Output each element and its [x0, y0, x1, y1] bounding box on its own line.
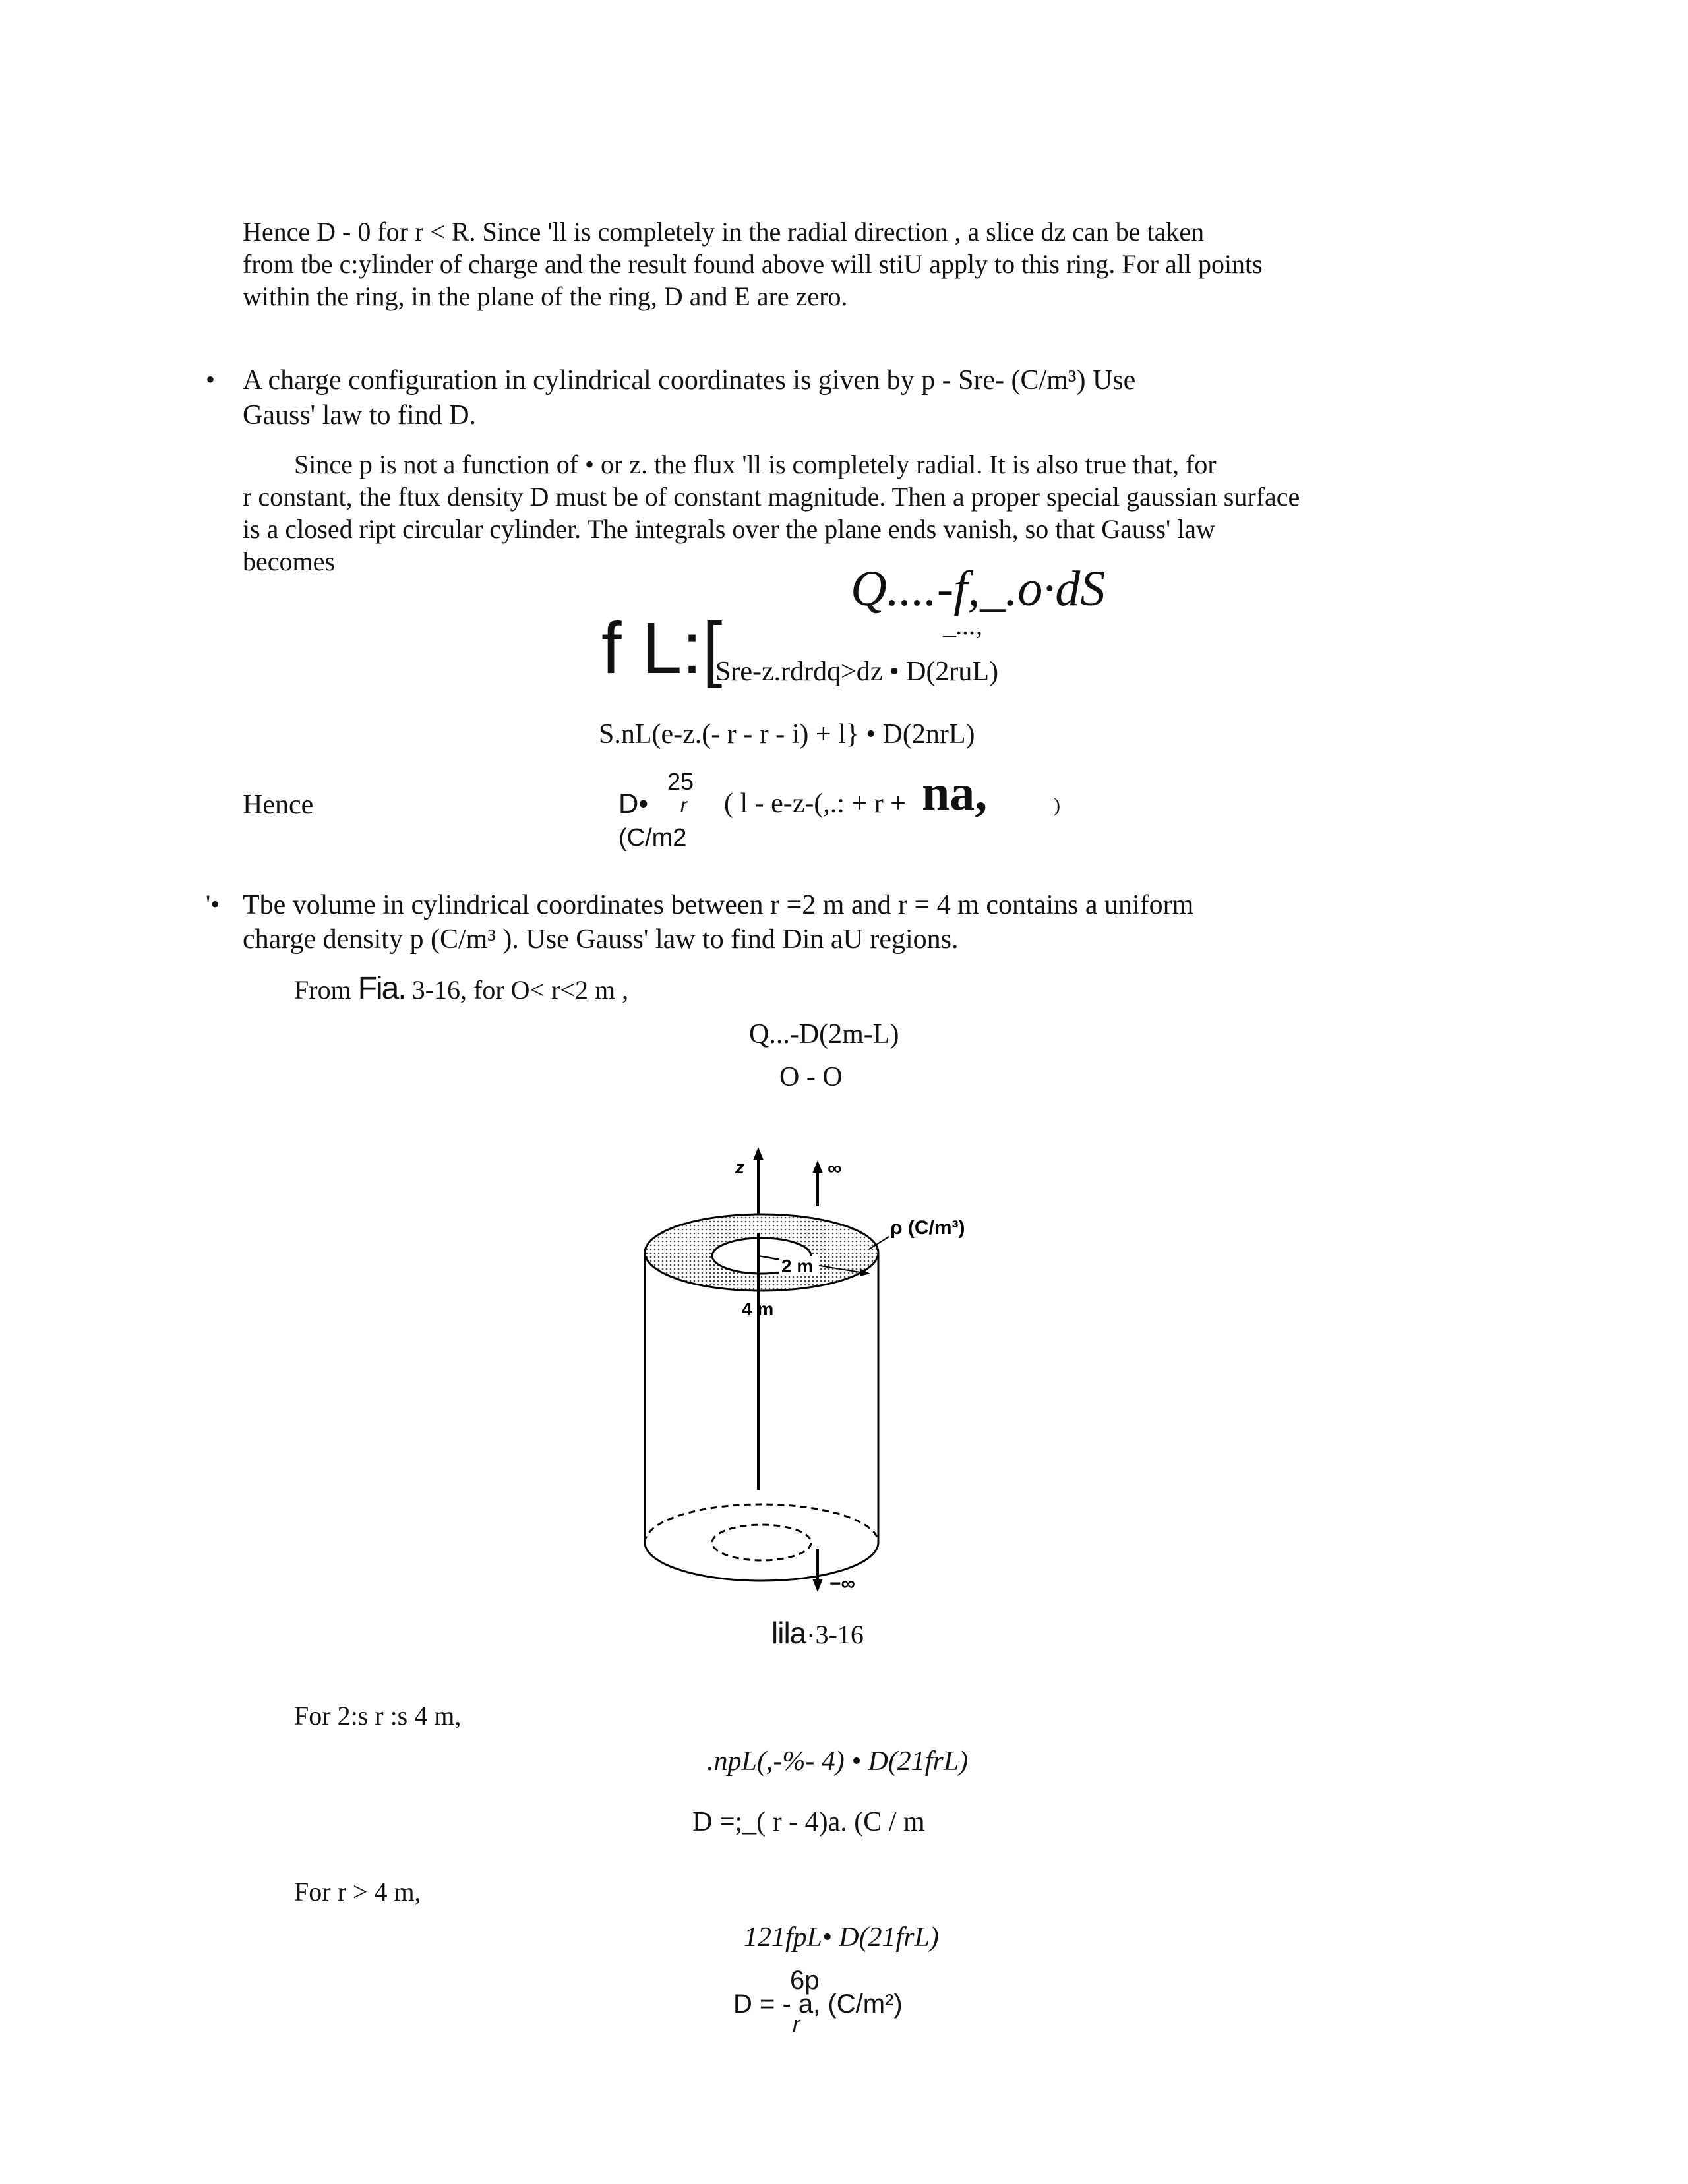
problem2-case3-eq2: D = - a, (C/m²)	[733, 1990, 903, 2019]
problem1-solution-line4: becomes	[243, 546, 335, 576]
problem1-eq4-unit: (C/m2	[618, 824, 687, 852]
z-axis-label: z	[735, 1157, 744, 1177]
rho-label: ρ (C/m³)	[890, 1217, 965, 1239]
problem2-from-line	[294, 972, 628, 1007]
problem1-hence: Hence	[243, 790, 314, 820]
problem1-eq4-big: na,	[922, 765, 988, 821]
inf-bottom-label: −∞	[829, 1573, 855, 1595]
inf-top-arrowhead	[812, 1160, 823, 1173]
problem1-eq2: Sre-z.rdrdq>dz • D(2ruL)	[715, 657, 999, 687]
problem1-eq4-denominator: r	[680, 794, 687, 816]
problem1-eq4-numerator: 25	[667, 768, 694, 795]
z-axis-arrow	[753, 1147, 764, 1160]
problem1-solution-line3: is a closed ript circular cylinder. The integrals over the plane ends vanish, so that Gauss' law	[243, 514, 1215, 544]
figure-cylinder	[593, 1121, 1068, 1622]
para1-line1: Hence D - 0 for r < R. Since 'll is completely in the radial direction , a slice dz can be taken	[243, 217, 1205, 247]
bottom-inner	[712, 1525, 811, 1560]
problem1-eq2-integral: f L:[	[601, 608, 723, 689]
problem1-solution-line2: r constant, the ftux density D must be of constant magnitude. Then a proper special gaussian surface	[243, 482, 1300, 512]
problem1-eq1-sub: _...,	[943, 610, 982, 640]
caption-prefix: lila·	[771, 1616, 816, 1650]
para1-line2: from tbe c:ylinder of charge and the result found above will stiU apply to this ring. For all points	[243, 249, 1263, 279]
bottom-outer-back	[645, 1504, 878, 1543]
problem2-case3-eq2-denominator: r	[793, 2012, 800, 2037]
problem1-eq3: S.nL(e-z.(- r - r - i) + l} • D(2nrL)	[599, 719, 975, 750]
fig-ref-link: Fia.	[357, 971, 406, 1006]
problem1-eq4-prefix: D•	[618, 788, 649, 819]
problem1-eq1: Q....-f,_.o·dS	[851, 561, 1106, 616]
problem1-eq4-close: )	[1054, 794, 1060, 816]
problem2-case3-eq2-numerator: 6p	[790, 1966, 820, 1995]
caption-number: 3-16	[815, 1620, 864, 1649]
radius-4m-label: 4 m	[742, 1299, 774, 1319]
from-text: From	[294, 975, 358, 1005]
problem2-eq1: Q...-D(2m-L)	[749, 1019, 899, 1049]
problem2-statement-line2: charge density p (C/m³ ). Use Gauss' law to find Din aU regions.	[243, 924, 959, 955]
problem2-eq2: O - O	[779, 1062, 843, 1092]
problem2-case2-eq1: .npL(,-%- 4) • D(21frL)	[707, 1746, 969, 1777]
problem2-bullet: '•	[206, 889, 220, 919]
problem2-case2-label: For 2:s r :s 4 m,	[294, 1701, 462, 1730]
problem2-case3-eq1: 121fpL• D(21frL)	[744, 1922, 939, 1953]
para1-line3: within the ring, in the plane of the ring, D and E are zero.	[243, 281, 848, 311]
problem2-statement-line1: Tbe volume in cylindrical coordinates between r =2 m and r = 4 m contains a uniform	[243, 890, 1194, 920]
problem1-statement-line2: Gauss' law to find D.	[243, 400, 477, 430]
problem2-case3-label: For r > 4 m,	[294, 1877, 421, 1906]
problem1-eq4-body: ( l - e-z-(,.: + r +	[724, 788, 906, 819]
inf-bottom-arrowhead	[812, 1579, 823, 1592]
problem2-case2-eq2: D =;_( r - 4)a. (C / m	[692, 1807, 925, 1837]
problem1-solution-line1: Since p is not a function of • or z. the flux 'll is completely radial. It is also true that, for	[294, 450, 1217, 479]
radius-2m-label: 2 m	[781, 1256, 814, 1276]
problem1-statement-line1: A charge configuration in cylindrical coordinates is given by p - Sre- (C/m³) Use	[243, 365, 1136, 396]
inf-top-label: ∞	[828, 1158, 842, 1179]
figure-caption	[771, 1615, 864, 1651]
range-text: 3-16, for O< r<2 m ,	[405, 975, 629, 1005]
problem1-bullet: •	[206, 365, 216, 394]
